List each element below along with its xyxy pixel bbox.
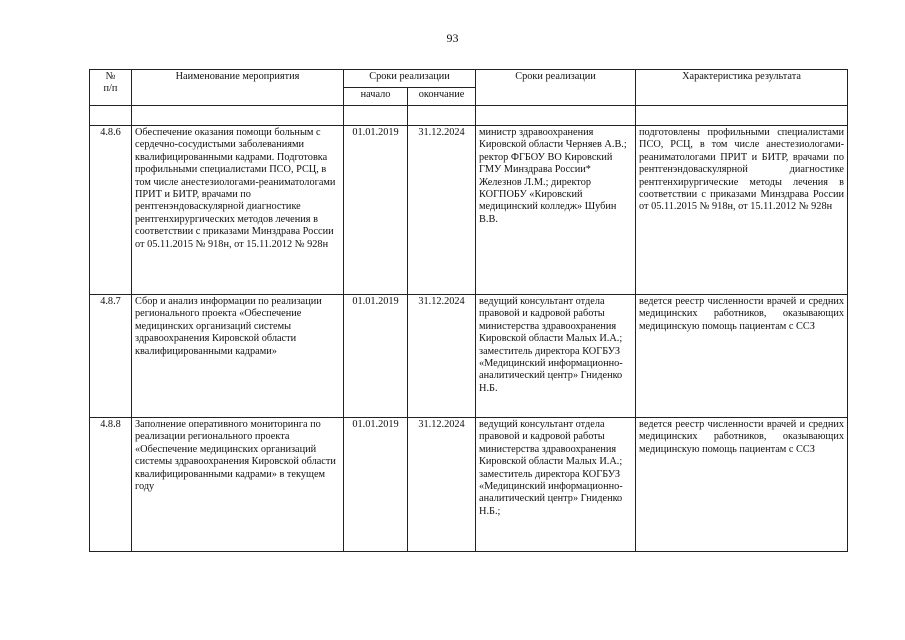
row-start: 01.01.2019 <box>344 295 408 418</box>
row-end: 31.12.2024 <box>408 126 476 295</box>
row-end: 31.12.2024 <box>408 295 476 418</box>
spacer-row <box>90 106 848 126</box>
page-number: 93 <box>446 31 459 45</box>
row-name: Заполнение оперативного мониторинга по реализации регионального проекта «Обеспечение медицинских организаций системы здравоохранения Кировской области квалифицированными кадрами» в текущем году <box>132 418 344 552</box>
table-header-row <box>90 70 848 88</box>
table-row <box>90 295 848 418</box>
row-num: 4.8.7 <box>90 295 132 418</box>
row-responsible: министр здравоохранения Кировской области Черняев А.В.; ректор ФГБОУ ВО Кировский ГМУ Минздрава России* Железнов Л.М.; директор КОГПОБУ «Кировский медицинский колледж» Шубин В.В. <box>476 126 636 295</box>
row-responsible: ведущий консультант отдела правовой и кадровой работы министерства здравоохранения Кировской области Малых И.А.; заместитель директора КОГБУЗ «Медицинский информационно-аналитический центр» Гниденко Н.Б. <box>476 295 636 418</box>
header-start: начало <box>344 88 408 106</box>
table-row <box>90 418 848 552</box>
row-num: 4.8.6 <box>90 126 132 295</box>
row-responsible: ведущий консультант отдела правовой и кадровой работы министерства здравоохранения Кировской области Малых И.А.; заместитель директора КОГБУЗ «Медицинский информационно-аналитический центр» Гниденко Н.Б.; <box>476 418 636 552</box>
header-responsible: Сроки реализации <box>476 70 636 106</box>
header-result: Характеристика результата <box>636 70 848 106</box>
row-result: ведется реестр численности врачей и средних медицинских работников, оказывающих медицинскую помощь пациентам с ССЗ <box>636 418 848 552</box>
row-start: 01.01.2019 <box>344 418 408 552</box>
header-end: окончание <box>408 88 476 106</box>
row-num: 4.8.8 <box>90 418 132 552</box>
row-name: Обеспечение оказания помощи больным с сердечно-сосудистыми заболеваниями квалифицированными кадрами. Подготовка профильными специалистами ПСО, РСЦ, в том числе анестезиологами-реаниматологами ПРИТ и БИТР, врачами по рентгенэндоваскулярной диагностике рентгенхирургических методов лечения в соответствии с приказами Минздрава России от 05.11.2015 № 918н, от 15.11.2012 № 928н <box>132 126 344 295</box>
row-start: 01.01.2019 <box>344 126 408 295</box>
row-name: Сбор и анализ информации по реализации регионального проекта «Обеспечение медицинских организаций системы здравоохранения Кировской области квалифицированными кадрами» <box>132 295 344 418</box>
row-end: 31.12.2024 <box>408 418 476 552</box>
row-result: подготовлены профильными специалистами ПСО, РСЦ, в том числе анестезиологами-реаниматологами ПРИТ и БИТР, врачами по рентгенэндоваскулярной диагностике рентгенхирургические методы лечения в соответствии с приказами Минздрава России от 05.11.2015 № 918н, от 15.11.2012 № 928н <box>636 126 848 295</box>
header-num: № п/п <box>90 70 132 106</box>
activities-table <box>89 69 848 552</box>
header-terms: Сроки реализации <box>344 70 476 88</box>
table-row <box>90 126 848 295</box>
row-result: ведется реестр численности врачей и средних медицинских работников, оказывающих медицинскую помощь пациентам с ССЗ <box>636 295 848 418</box>
header-name: Наименование мероприятия <box>132 70 344 106</box>
